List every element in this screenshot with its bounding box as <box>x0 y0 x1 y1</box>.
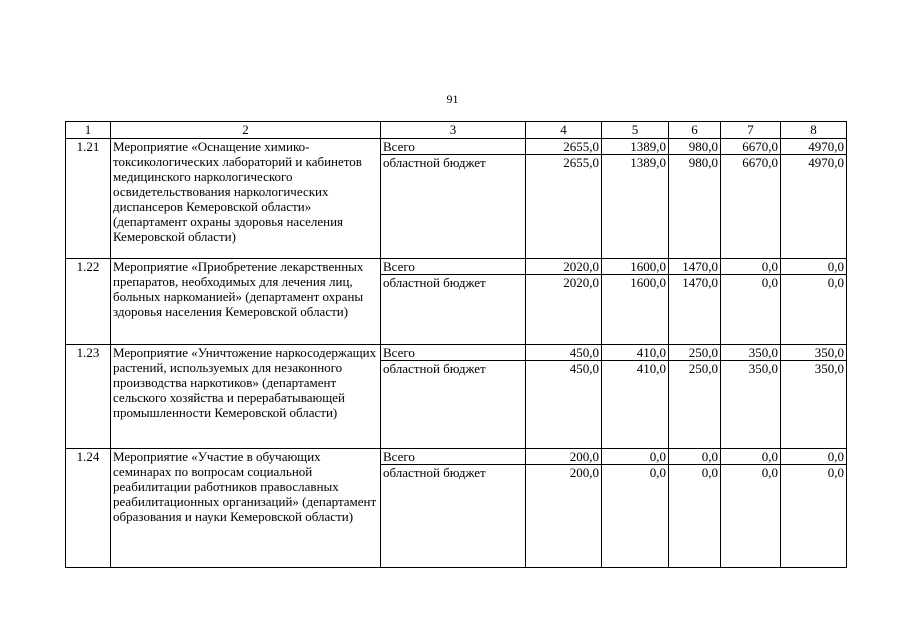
funding-source: Всего <box>381 259 526 275</box>
table-row <box>66 139 847 155</box>
amount-cell: 0,0 <box>669 465 721 568</box>
amount-cell: 1470,0 <box>669 259 721 275</box>
amount-cell: 450,0 <box>526 345 602 361</box>
amount-cell: 0,0 <box>602 449 669 465</box>
amount-cell: 200,0 <box>526 449 602 465</box>
amount-cell: 0,0 <box>721 465 781 568</box>
measure-description: Мероприятие «Оснащение химико-токсикологических лабораторий и кабинетов медицинского наркологического освидетельствования наркологических диспансеров Кемеровской области» (департамент охраны здоровья населения Кемеровской области) <box>111 139 381 259</box>
amount-cell: 2020,0 <box>526 259 602 275</box>
funding-source: Всего <box>381 449 526 465</box>
amount-cell: 0,0 <box>721 275 781 345</box>
column-header: 5 <box>602 122 669 139</box>
amount-cell: 1389,0 <box>602 155 669 259</box>
amount-cell: 6670,0 <box>721 139 781 155</box>
amount-cell: 200,0 <box>526 465 602 568</box>
column-header: 3 <box>381 122 526 139</box>
amount-cell: 2655,0 <box>526 155 602 259</box>
amount-cell: 1389,0 <box>602 139 669 155</box>
amount-cell: 0,0 <box>721 259 781 275</box>
column-header: 7 <box>721 122 781 139</box>
column-header: 1 <box>66 122 111 139</box>
amount-cell: 250,0 <box>669 361 721 449</box>
row-number: 1.22 <box>66 259 111 345</box>
page-number: 91 <box>446 92 459 106</box>
amount-cell: 350,0 <box>721 361 781 449</box>
measure-description: Мероприятие «Участие в обучающих семинарах по вопросам социальной реабилитации работников православных реабилитационных организаций» (департамент образования и науки Кемеровской области) <box>111 449 381 568</box>
header-row <box>66 122 847 139</box>
column-header: 2 <box>111 122 381 139</box>
table-row <box>66 345 847 361</box>
amount-cell: 350,0 <box>781 361 847 449</box>
program-table <box>65 121 847 568</box>
funding-source: областной бюджет <box>381 275 526 345</box>
amount-cell: 0,0 <box>721 449 781 465</box>
table-row <box>66 449 847 465</box>
row-number: 1.24 <box>66 449 111 568</box>
funding-source: областной бюджет <box>381 361 526 449</box>
amount-cell: 4970,0 <box>781 139 847 155</box>
amount-cell: 980,0 <box>669 155 721 259</box>
amount-cell: 1600,0 <box>602 275 669 345</box>
row-number: 1.23 <box>66 345 111 449</box>
amount-cell: 350,0 <box>781 345 847 361</box>
amount-cell: 2655,0 <box>526 139 602 155</box>
funding-source: областной бюджет <box>381 465 526 568</box>
amount-cell: 980,0 <box>669 139 721 155</box>
amount-cell: 410,0 <box>602 345 669 361</box>
amount-cell: 6670,0 <box>721 155 781 259</box>
measure-description: Мероприятие «Приобретение лекарственных препаратов, необходимых для лечения лиц, больных наркоманией» (департамент охраны здоровья населения Кемеровской области) <box>111 259 381 345</box>
column-header: 6 <box>669 122 721 139</box>
amount-cell: 0,0 <box>669 449 721 465</box>
amount-cell: 4970,0 <box>781 155 847 259</box>
amount-cell: 0,0 <box>602 465 669 568</box>
table-row <box>66 259 847 275</box>
funding-source: Всего <box>381 139 526 155</box>
amount-cell: 1470,0 <box>669 275 721 345</box>
amount-cell: 0,0 <box>781 465 847 568</box>
amount-cell: 1600,0 <box>602 259 669 275</box>
amount-cell: 450,0 <box>526 361 602 449</box>
funding-source: областной бюджет <box>381 155 526 259</box>
amount-cell: 250,0 <box>669 345 721 361</box>
amount-cell: 0,0 <box>781 449 847 465</box>
amount-cell: 350,0 <box>721 345 781 361</box>
amount-cell: 2020,0 <box>526 275 602 345</box>
row-number: 1.21 <box>66 139 111 259</box>
amount-cell: 0,0 <box>781 259 847 275</box>
measure-description: Мероприятие «Уничтожение наркосодержащих растений, используемых для незаконного производства наркотиков» (департамент сельского хозяйства и перерабатывающей промышленности Кемеровской области) <box>111 345 381 449</box>
amount-cell: 410,0 <box>602 361 669 449</box>
funding-source: Всего <box>381 345 526 361</box>
column-header: 4 <box>526 122 602 139</box>
amount-cell: 0,0 <box>781 275 847 345</box>
column-header: 8 <box>781 122 847 139</box>
